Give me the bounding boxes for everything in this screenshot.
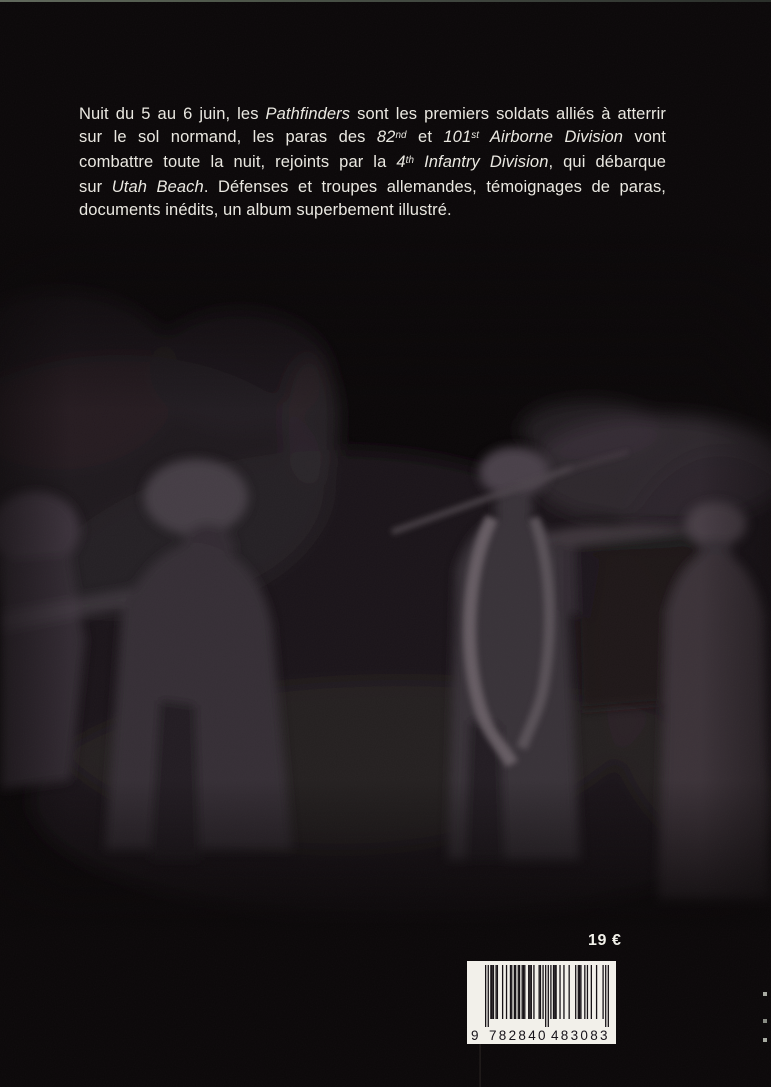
blurb-segment: 82	[376, 128, 396, 146]
blurb-line	[79, 151, 666, 176]
blurb-line	[79, 199, 666, 222]
blurb-segment: Nuit du 5 au 6 juin, les	[79, 105, 266, 123]
blurb-segment: sur	[79, 178, 112, 196]
barcode-digit-group: 782840	[489, 1027, 548, 1043]
blurb-text	[79, 103, 666, 222]
barcode-digit-group: 483083	[551, 1027, 610, 1043]
blurb-segment: 101	[443, 128, 472, 146]
blurb-segment: Pathfinders	[265, 105, 351, 123]
blurb-segment: . Défenses et troupes allemandes, témoignages de paras,	[203, 178, 666, 196]
blurb-segment: vont	[623, 128, 666, 146]
blurb-segment: documents inédits, un album superbement illustré.	[79, 201, 452, 219]
barcode-digit-group: 9	[471, 1027, 479, 1043]
blurb-line	[79, 126, 666, 151]
price-label: 19 €	[588, 932, 622, 949]
blurb-line	[79, 176, 666, 199]
barcode	[467, 961, 616, 1044]
blurb-segment: 4	[396, 153, 406, 171]
blurb-segment: nd	[395, 129, 407, 141]
blurb-segment: Airborne Division	[479, 128, 624, 146]
blurb-segment: sur le sol normand, les paras des	[79, 128, 377, 146]
scan-edge-top	[0, 0, 771, 2]
blurb-segment: st	[471, 129, 480, 141]
blurb-line	[79, 103, 666, 126]
blurb-segment: , qui débarque	[548, 153, 666, 171]
blurb-segment: Infantry Division	[414, 153, 549, 171]
blurb-segment: combattre toute la nuit, rejoints par la	[79, 153, 397, 171]
blurb-segment: Utah Beach	[111, 178, 204, 196]
blurb-segment: th	[405, 154, 415, 166]
blurb-segment: sont les premiers soldats alliés à atterrir	[350, 105, 666, 123]
blurb-segment: et	[406, 128, 444, 146]
